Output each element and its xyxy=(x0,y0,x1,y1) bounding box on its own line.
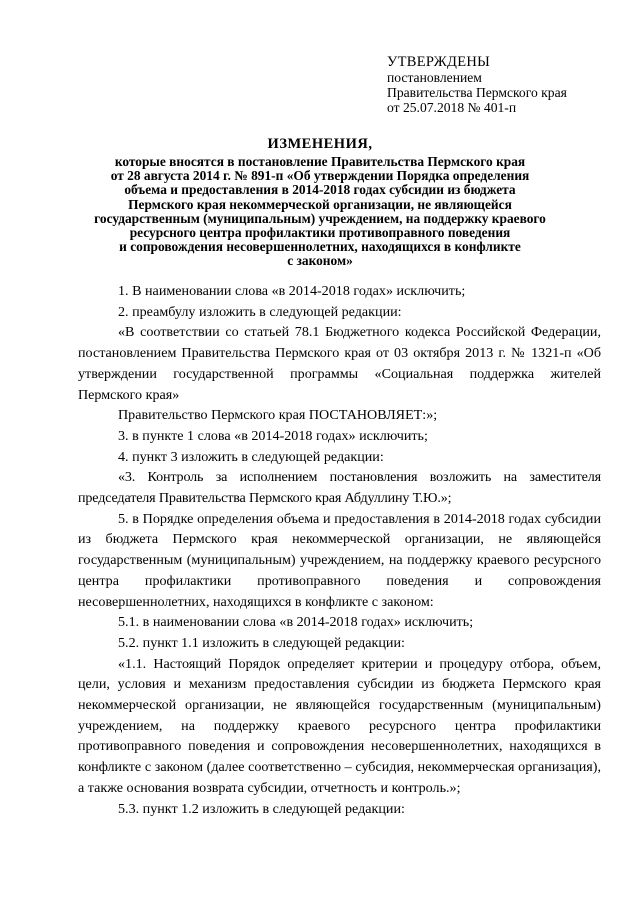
paragraph: 4. пункт 3 изложить в следующей редакции: xyxy=(118,448,384,465)
paragraph: 3. в пункте 1 слова «в 2014-2018 годах» исключить; xyxy=(118,427,428,444)
paragraph: «3. Контроль за исполнением постановления возложить на заместителя председателя Правительства Пермского края Абдуллину Т.Ю.»; xyxy=(78,469,601,507)
paragraph: 2. преамбулу изложить в следующей редакции: xyxy=(118,303,402,320)
subtitle-line: государственным (муниципальным) учреждением, на поддержку краевого xyxy=(94,210,546,226)
document-body xyxy=(78,281,601,819)
paragraph: «1.1. Настоящий Порядок определяет критерии и процедуру отбора, объем, цели, условия и механизм предоставления субсидии из бюджета Пермского края некоммерческой организации, не являющейся государственным (муниципальным) учреждением, на поддержку краевого ресурсного центра профилактики противоправного поведения и сопровождения несовершеннолетних, находящихся в конфликте с законом (далее соответственно – субсидия, некоммерческая организация), а также основания возврата субсидии, отчетность и контроль.»; xyxy=(78,655,601,796)
paragraph: 5.2. пункт 1.1 изложить в следующей редакции: xyxy=(118,634,405,651)
paragraph: 5. в Порядке определения объема и предоставления в 2014-2018 годах субсидии из бюджета Пермского края некоммерческой организации, не являющейся государственным (муниципальным) учреждением, на поддержку краевого ресурсного центра профилактики противоправного поведения и сопровождения несовершеннолетних, находящихся в конфликте с законом: xyxy=(78,510,601,610)
paragraph: «В соответствии со статьей 78.1 Бюджетного кодекса Российской Федерации, постановлением Правительства Пермского края от 03 октября 2013 г. № 1321-п «Об утверждении государственной программы «Социальная поддержка жителей Пермского края» xyxy=(78,324,601,403)
subtitle-line: и сопровождения несовершеннолетних, находящихся в конфликте xyxy=(119,239,521,255)
approval-line: от 25.07.2018 № 401-п xyxy=(387,100,517,115)
subtitle-line: от 28 августа 2014 г. № 891-п «Об утверждении Порядка определения xyxy=(110,168,530,184)
paragraph: 1. В наименовании слова «в 2014-2018 годах» исключить; xyxy=(118,283,466,299)
subtitle-line: с законом» xyxy=(287,253,353,269)
approval-line: постановлением xyxy=(387,70,482,85)
document-subtitle xyxy=(72,155,568,269)
subtitle-line: ресурсного центра профилактики противоправного поведения xyxy=(129,225,511,241)
paragraph: 5.3. пункт 1.2 изложить в следующей редакции: xyxy=(118,800,405,817)
subtitle-line: объема и предоставления в 2014-2018 годах субсидии из бюджета xyxy=(124,182,516,198)
approval-stamp xyxy=(387,55,627,115)
document-title: ИЗМЕНЕНИЯ, xyxy=(267,136,373,152)
subtitle-line: которые вносятся в постановление Правительства Пермского края xyxy=(114,154,526,169)
approval-line: Правительства Пермского края xyxy=(387,85,567,100)
paragraph: 5.1. в наименовании слова «в 2014-2018 годах» исключить; xyxy=(118,614,474,631)
paragraph: Правительство Пермского края ПОСТАНОВЛЯЕТ:»; xyxy=(118,407,438,424)
subtitle-line: Пермского края некоммерческой организации, не являющейся xyxy=(128,196,512,212)
approval-heading: УТВЕРЖДЕНЫ xyxy=(387,54,491,70)
